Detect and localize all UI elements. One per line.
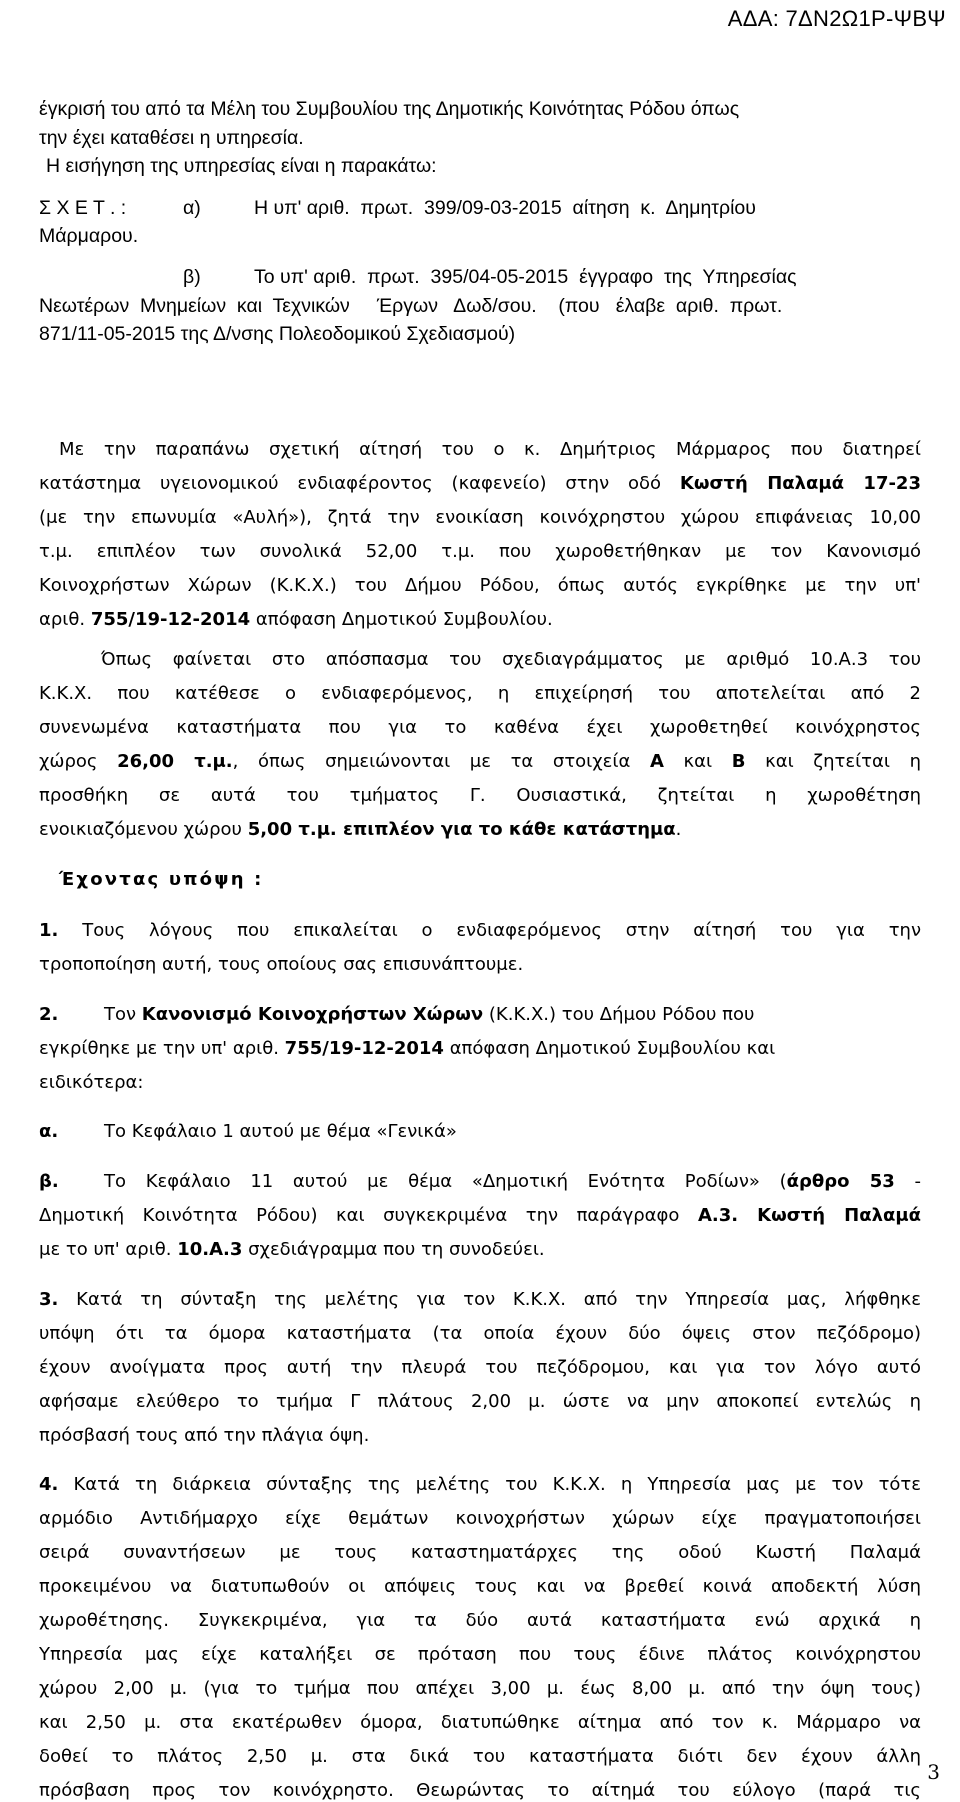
item-a-number: α. — [39, 1121, 59, 1142]
item-2-line-2: εγκρίθηκε με την υπ' αριθ. 755/19-12-2014 απόφαση Δημοτικού Συμβουλίου και — [39, 1038, 776, 1059]
body-p1-line-1: Με την παραπάνω σχετική αίτησή του ο κ. Δημήτριος Μάρμαρος που διατηρεί — [59, 439, 921, 460]
item-4-line-5: χωροθέτησης. Συγκεκριμένα, για τα δύο αυτά καταστήματα ενώ αρχικά η — [39, 1610, 921, 1631]
sxet-b-marker: β) — [183, 266, 201, 288]
intro-line-1: έγκρισή του από τα Μέλη του Συμβουλίου της Δημοτικής Κοινότητας Ρόδου όπως — [39, 98, 740, 120]
sxet-b-continuation-2: 871/11-05-2015 της Δ/νσης Πολεοδομικού Σχεδιασμού) — [39, 323, 516, 345]
considering-heading: Έχοντας υπόψη : — [59, 869, 264, 890]
page-number: 3 — [927, 1760, 940, 1784]
body-p2-line-3: συνενωμένα καταστήματα που για το καθένα έχει χωροθετηθεί κοινόχρηστος — [39, 717, 921, 738]
item-3-line-2: υπόψη ότι τα όμορα καταστήματα (τα οποία έχουν δύο όψεις στον πεζόδρομο) — [39, 1323, 921, 1344]
body-p2-line-2: Κ.Κ.Χ. που κατέθεσε ο ενδιαφερόμενος, η επιχείρησή του αποτελείται από 2 — [39, 683, 921, 704]
body-p1-line-3: (με την επωνυμία «Αυλή»), ζητά την ενοικίαση κοινόχρηστου χώρου επιφάνειας 10,00 — [39, 507, 921, 528]
body-p2-line-6: ενοικιαζόμενου χώρου 5,00 τ.μ. επιπλέον για το κάθε κατάστημα. — [39, 819, 682, 840]
item-4-line-4: προκειμένου να διατυπωθούν οι απόψεις τους και να βρεθεί κοινά αποδεκτή λύση — [39, 1576, 921, 1597]
body-p1-line-6: αριθ. 755/19-12-2014 απόφαση Δημοτικού Συμβουλίου. — [39, 609, 553, 630]
item-4-line-7: χώρου 2,00 μ. (για το τμήμα που απέχει 3,00 μ. έως 8,00 μ. από την όψη τους) — [39, 1678, 921, 1699]
sxet-a-text: Η υπ' αριθ. πρωτ. 399/09-03-2015 αίτηση κ. Δημητρίου — [254, 197, 756, 219]
item-4-line-1: 4. Κατά τη διάρκεια σύνταξης της μελέτης του Κ.Κ.Χ. η Υπηρεσία μας με τον τότε — [39, 1474, 921, 1495]
sxet-a-continuation: Μάρμαρου. — [39, 225, 139, 247]
sxet-label: Σ Χ Ε Τ . : — [39, 197, 127, 219]
item-b-number: β. — [39, 1171, 59, 1192]
item-4-line-3: σειρά συναντήσεων με τους καταστηματάρχες της οδού Κωστή Παλαμά — [39, 1542, 921, 1563]
item-3-line-3: έχουν ανοίγματα προς αυτή την πλευρά του πεζόδρομου, και για τον λόγο αυτό — [39, 1357, 921, 1378]
item-2-line-3: ειδικότερα: — [39, 1072, 144, 1093]
body-p2-line-1: Όπως φαίνεται στο απόσπασμα του σχεδιαγράμματος με αριθμό 10.Α.3 του — [101, 649, 921, 670]
body-p1-line-2: κατάστημα υγειονομικού ενδιαφέροντος (καφενείο) στην οδό Κωστή Παλαμά 17-23 — [39, 473, 921, 494]
item-4-line-9: δοθεί το πλάτος 2,50 μ. στα δικά του καταστήματα διότι δεν έχουν άλλη — [39, 1746, 921, 1767]
item-1-line-2: τροποποίηση αυτή, τους οποίους σας επισυνάπτουμε. — [39, 954, 524, 975]
item-b-line-2: Δημοτική Κοινότητα Ρόδου) και συγκεκριμένα την παράγραφο Α.3. Κωστή Παλαμά — [39, 1205, 921, 1226]
item-4-line-10: πρόσβαση προς τον κοινόχρηστο. Θεωρώντας το αίτημά του εύλογο (παρά τις — [39, 1780, 921, 1801]
item-1-line-1: 1. Τους λόγους που επικαλείται ο ενδιαφερόμενος στην αίτησή του για την — [39, 920, 921, 941]
item-3-line-4: αφήσαμε ελεύθερο το τμήμα Γ πλάτους 2,00 μ. ώστε να μην αποκοπεί εντελώς η — [39, 1391, 921, 1412]
item-4-line-2: αρμόδιο Αντιδήμαρχο είχε θεμάτων κοινοχρήστων χώρων είχε πραγματοποιήσει — [39, 1508, 921, 1529]
item-4-line-8: και 2,50 μ. στα εκατέρωθεν όμορα, διατυπώθηκε αίτημα από τον κ. Μάρμαρο να — [39, 1712, 921, 1733]
item-3-line-1: 3. Κατά τη σύνταξη της μελέτης για τον Κ.Κ.Χ. από την Υπηρεσία μας, λήφθηκε — [39, 1289, 921, 1310]
item-2-number: 2. — [39, 1004, 59, 1025]
item-b-line-1: Το Κεφάλαιο 11 αυτού με θέμα «Δημοτική Ενότητα Ροδίων» (άρθρο 53 - — [104, 1171, 921, 1192]
ada-code: ΑΔΑ: 7ΔΝ2Ω1Ρ-ΨΒΨ — [727, 6, 946, 31]
item-4-line-6: Υπηρεσία μας είχε καταλήξει σε πρόταση που τους έδινε πλάτος κοινόχρηστου — [39, 1644, 921, 1665]
item-2-line-1: Τον Κανονισμό Κοινοχρήστων Χώρων (Κ.Κ.Χ.) του Δήμου Ρόδου που — [104, 1004, 755, 1025]
body-p1-line-4: τ.μ. επιπλέον των συνολικά 52,00 τ.μ. που χωροθετήθηκαν με τον Κανονισμό — [39, 541, 921, 562]
intro-line-3: Η εισήγηση της υπηρεσίας είναι η παρακάτω: — [46, 155, 437, 177]
body-p2-line-4: χώρος 26,00 τ.μ., όπως σημειώνονται με τα στοιχεία Α και Β και ζητείται η — [39, 751, 921, 772]
sxet-b-continuation-1: Νεωτέρων Μνημείων και Τεχνικών Έργων Δωδ/σου. (που έλαβε αριθ. πρωτ. — [39, 295, 783, 317]
sxet-a-marker: α) — [183, 197, 201, 219]
item-3-line-5: πρόσβασή τους από την πλάγια όψη. — [39, 1425, 370, 1446]
intro-line-2: την έχει καταθέσει η υπηρεσία. — [39, 127, 304, 149]
sxet-b-text: Το υπ' αριθ. πρωτ. 395/04-05-2015 έγγραφο της Υπηρεσίας — [254, 266, 797, 288]
item-b-line-3: με το υπ' αριθ. 10.Α.3 σχεδιάγραμμα που τη συνοδεύει. — [39, 1239, 545, 1260]
body-p1-line-5: Κοινοχρήστων Χώρων (Κ.Κ.Χ.) του Δήμου Ρόδου, όπως αυτός εγκρίθηκε με την υπ' — [39, 575, 921, 596]
body-p2-line-5: προσθήκη σε αυτά του τμήματος Γ. Ουσιαστικά, ζητείται η χωροθέτηση — [39, 785, 921, 806]
item-a-text: Το Κεφάλαιο 1 αυτού με θέμα «Γενικά» — [104, 1121, 457, 1142]
